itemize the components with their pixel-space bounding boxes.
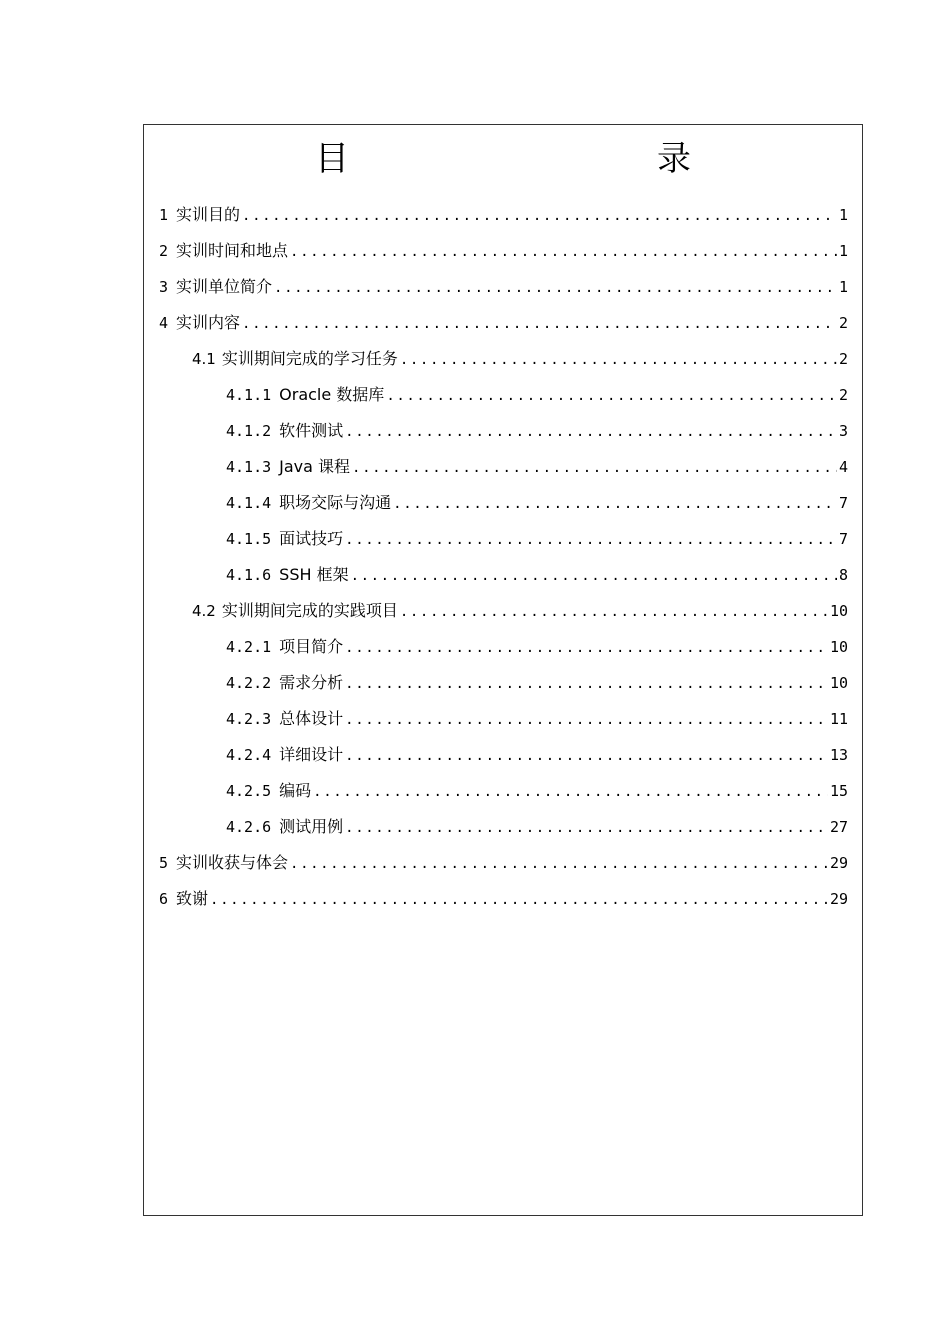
toc-entry[interactable] [226, 561, 848, 585]
toc-entry-page: 1 [838, 206, 848, 224]
toc-entry-title: 详细设计 [279, 745, 344, 764]
toc-entry-page: 7 [838, 530, 848, 548]
toc-leader-dots [290, 855, 828, 873]
toc-leader-dots [393, 495, 837, 513]
toc-leader-dots [345, 747, 828, 765]
toc-leader-dots [345, 531, 837, 549]
toc-entry[interactable] [159, 201, 848, 225]
toc-leader-dots [352, 459, 837, 477]
toc-entry-number: 2 [159, 242, 169, 260]
toc-entry-number: 4.2.2 [226, 674, 272, 692]
toc-entry-title: 总体设计 [279, 709, 344, 728]
toc-entry-number: 4.1.1 [226, 386, 272, 404]
toc-leader-dots [290, 243, 837, 261]
toc-entry-number: 4.2.3 [226, 710, 272, 728]
toc-entry-page: 29 [829, 890, 848, 908]
toc-entry-title: 编码 [279, 781, 312, 800]
toc-entry[interactable] [226, 453, 848, 477]
toc-entry-title: 项目简介 [279, 637, 344, 656]
toc-entry-number: 4.2.1 [226, 638, 272, 656]
toc-entry-number: 4.1.4 [226, 494, 272, 512]
toc-entry-page: 2 [838, 386, 848, 404]
toc-entry-page: 3 [838, 422, 848, 440]
page-title: 目 录 [315, 139, 771, 179]
toc-entry-number: 4.1.5 [226, 530, 272, 548]
toc-entry-title: 软件测试 [279, 421, 344, 440]
toc-entry-page: 15 [829, 782, 848, 800]
toc-leader-dots [242, 315, 837, 333]
toc-entry-number: 4.1.3 [226, 458, 272, 476]
toc-entry[interactable] [226, 705, 848, 729]
toc-leader-dots [274, 279, 837, 297]
toc-leader-dots [345, 639, 828, 657]
toc-entry-number: 4.2.5 [226, 782, 272, 800]
toc-entry-number: 4.1.2 [226, 422, 272, 440]
toc-entry-number: 6 [159, 890, 169, 908]
toc-entry-title: 职场交际与沟通 [279, 493, 392, 512]
toc-entry-number: 4.1 [192, 350, 216, 368]
toc-entry[interactable] [192, 345, 848, 369]
toc-entry-page: 2 [838, 350, 848, 368]
toc-entry-title: 实训期间完成的实践项目 [221, 601, 398, 620]
toc-entry-page: 10 [829, 638, 848, 656]
toc-entry[interactable] [226, 417, 848, 441]
toc-leader-dots [400, 603, 828, 621]
toc-leader-dots [386, 387, 837, 405]
toc-entry-page: 8 [838, 566, 848, 584]
toc-entry-number: 4.1.6 [226, 566, 272, 584]
toc-entry-page: 7 [838, 494, 848, 512]
toc-leader-dots [400, 351, 837, 369]
toc-leader-dots [345, 423, 837, 441]
toc-entry[interactable] [159, 885, 848, 909]
toc-entry-page: 29 [829, 854, 848, 872]
toc-entry-page: 2 [838, 314, 848, 332]
toc-entry-title: 实训单位简介 [176, 277, 273, 296]
toc-entry-title: 面试技巧 [279, 529, 344, 548]
toc-entry-title: 实训目的 [176, 205, 241, 224]
toc-entry-page: 4 [838, 458, 848, 476]
toc-leader-dots [313, 783, 828, 801]
toc-entry-page: 1 [838, 242, 848, 260]
toc-entry[interactable] [159, 849, 848, 873]
toc-entry-number: 1 [159, 206, 169, 224]
toc-entry-title: 实训期间完成的学习任务 [221, 349, 398, 368]
toc-entry[interactable] [192, 597, 848, 621]
toc-entry-title: 测试用例 [279, 817, 344, 836]
toc-entry-title: Java 课程 [279, 457, 351, 476]
toc-entry-number: 3 [159, 278, 169, 296]
toc-entry-title: 实训收获与体会 [176, 853, 289, 872]
toc-leader-dots [345, 819, 828, 837]
toc-entry-title: 实训时间和地点 [176, 241, 289, 260]
toc-entry-title: 实训内容 [176, 313, 241, 332]
toc-entry[interactable] [226, 669, 848, 693]
toc-entry[interactable] [159, 237, 848, 261]
toc-entry-title: SSH 框架 [279, 565, 349, 584]
toc-leader-dots [210, 891, 828, 909]
toc-leader-dots [345, 675, 828, 693]
toc-entry-page: 10 [829, 602, 848, 620]
toc-entry-page: 11 [829, 710, 848, 728]
toc-entry[interactable] [226, 489, 848, 513]
toc-entry-number: 4 [159, 314, 169, 332]
toc-entry-page: 13 [829, 746, 848, 764]
toc-entry-page: 10 [829, 674, 848, 692]
toc-entry[interactable] [159, 309, 848, 333]
toc-entry[interactable] [159, 273, 848, 297]
toc-leader-dots [242, 207, 837, 225]
toc-entry-number: 4.2.6 [226, 818, 272, 836]
toc-leader-dots [351, 567, 837, 585]
toc-entry-page: 1 [838, 278, 848, 296]
toc-entry[interactable] [226, 525, 848, 549]
toc-entry-number: 5 [159, 854, 169, 872]
toc-entry[interactable] [226, 633, 848, 657]
toc-frame [143, 124, 863, 1216]
toc-entry-number: 4.2.4 [226, 746, 272, 764]
toc-entry-title: 需求分析 [279, 673, 344, 692]
toc-entry-number: 4.2 [192, 602, 216, 620]
toc-entry-title: 致谢 [176, 889, 209, 908]
toc-entry-title: Oracle 数据库 [279, 385, 385, 404]
toc-entry[interactable] [226, 741, 848, 765]
toc-entry[interactable] [226, 777, 848, 801]
toc-entry[interactable] [226, 813, 848, 837]
toc-leader-dots [345, 711, 828, 729]
toc-entry[interactable] [226, 381, 848, 405]
toc-entry-page: 27 [829, 818, 848, 836]
